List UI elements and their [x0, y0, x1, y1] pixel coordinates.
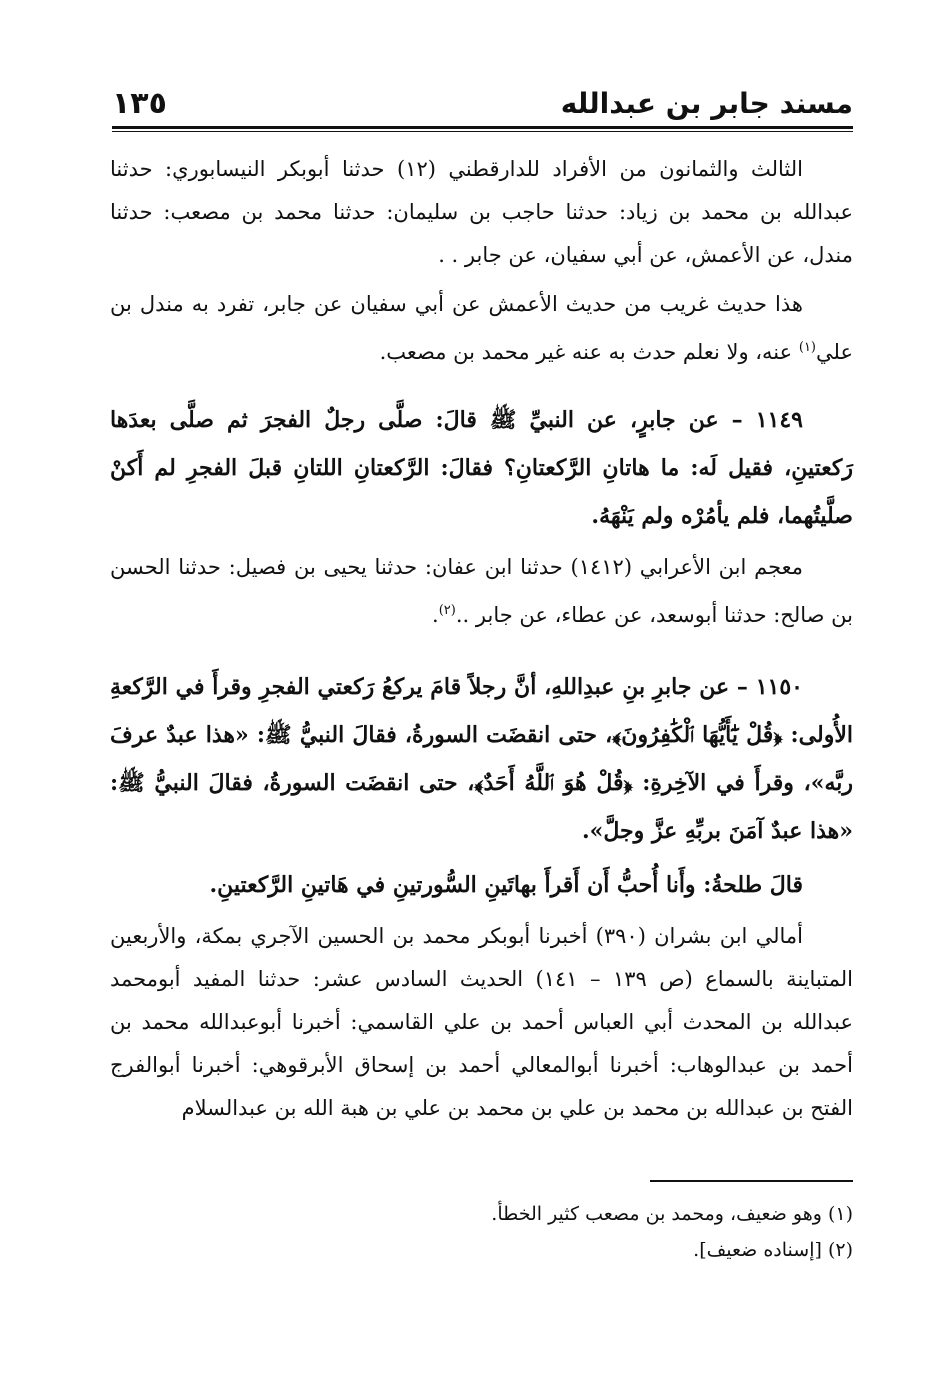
page-number: ١٣٥	[112, 86, 167, 121]
source-paragraph-1150: أمالي ابن بشران (٣٩٠) أخبرنا أبوبكر محمد بن الحسين الآجري بمكة، والأربعين المتباينة بالسماع (ص ١٣٩ – ١٤١) الحديث السادس عشر: حدثنا المفيد أبومحمد عبدالله بن المحدث أبي العباس أحمد بن علي القاسمي: أخبرنا أبوعبدالله محمد بن أحمد بن عبدالوهاب: أخبرنا أبوالمعالي أحمد بن إسحاق الأبرقوهي: أخبرنا أبوالفرج الفتح بن عبدالله بن محمد بن علي بن محمد بن علي بن هبة الله بن عبدالسلام	[110, 924, 853, 1120]
hadith-1150-talha: قالَ طلحةُ: وأَنا أُحبُّ أَن أَقرأَ بهاتَينِ السُّورتينِ في هَاتينِ الرَّكعتينِ.	[209, 872, 803, 898]
commentary-text: هذا حديث غريب من حديث الأعمش عن أبي سفيان عن جابر، تفرد به مندل بن علي	[110, 292, 853, 364]
footnote-1: (١) وهو ضعيف، ومحمد بن مصعب كثير الخطأ.	[491, 1203, 853, 1225]
hadith-1149: ١١٤٩ – عن جابرٍ، عن النبيِّ ﷺ قالَ: صلَّى رجلٌ الفجرَ ثم صلَّى بعدَها رَكعتينِ، فقيل لَه: ما هاتانِ الرَّكعتانِ؟ فقالَ: الرَّكعتانِ اللتانِ قبلَ الفجرِ لم أَكنْ صلَّيتُهما، فلم يأمُرْه ولم يَنْهَهُ.	[110, 407, 853, 529]
header-rule	[112, 126, 853, 129]
running-header	[112, 84, 853, 128]
source-paragraph: الثالث والثمانون من الأفراد للدارقطني (١٢) حدثنا أبوبكر النيسابوري: حدثنا عبدالله بن محمد بن زياد: حدثنا حاجب بن سليمان: حدثنا محمد بن مصعب: حدثنا مندل، عن الأعمش، عن أبي سفيان، عن جابر . .	[110, 157, 853, 267]
header-title: مسند جابر بن عبدالله	[560, 87, 853, 120]
footnote-ref: (١)	[798, 340, 816, 355]
commentary-text-end: عنه، ولا نعلم حدث به عنه غير محمد بن مصعب.	[379, 340, 799, 364]
source-text: معجم ابن الأعرابي (١٤١٢) حدثنا ابن عفان: حدثنا يحيى بن فصيل: حدثنا الحسن بن صالح: حدثنا أبوسعد، عن عطاء، عن جابر ..	[110, 555, 853, 627]
footnote-ref: (٢)	[438, 603, 456, 618]
source-text-end: .	[432, 603, 439, 627]
commentary-paragraph	[110, 283, 853, 374]
source-paragraph-1149	[110, 546, 853, 637]
page-body	[110, 148, 853, 1130]
header-rule-thin	[112, 131, 853, 132]
footnotes	[110, 1196, 853, 1268]
hadith-1150: ١١٥٠ – عن جابرِ بنِ عبدِاللهِ، أنَّ رجلاً قامَ يركعُ رَكعتي الفجرِ وقرأَ في الرَّكعةِ الأُولى: ﴿قُلْ يَٰٓأَيُّهَا ٱلْكَٰفِرُونَ﴾، حتى انقضَت السورةُ، فقالَ النبيُّ ﷺ: «هذا عبدٌ عرفَ ربَّه»، وقرأَ في الآخِرةِ: ﴿قُلْ هُوَ ٱللَّهُ أَحَدٌ﴾، حتى انقضَت السورةُ، فقالَ النبيُّ ﷺ: «هذا عبدٌ آمَنَ بربِّهِ عزَّ وجلَّ».	[110, 674, 853, 844]
footnote-2: (٢) [إسناده ضعيف].	[693, 1239, 853, 1261]
footnote-separator	[650, 1180, 853, 1182]
